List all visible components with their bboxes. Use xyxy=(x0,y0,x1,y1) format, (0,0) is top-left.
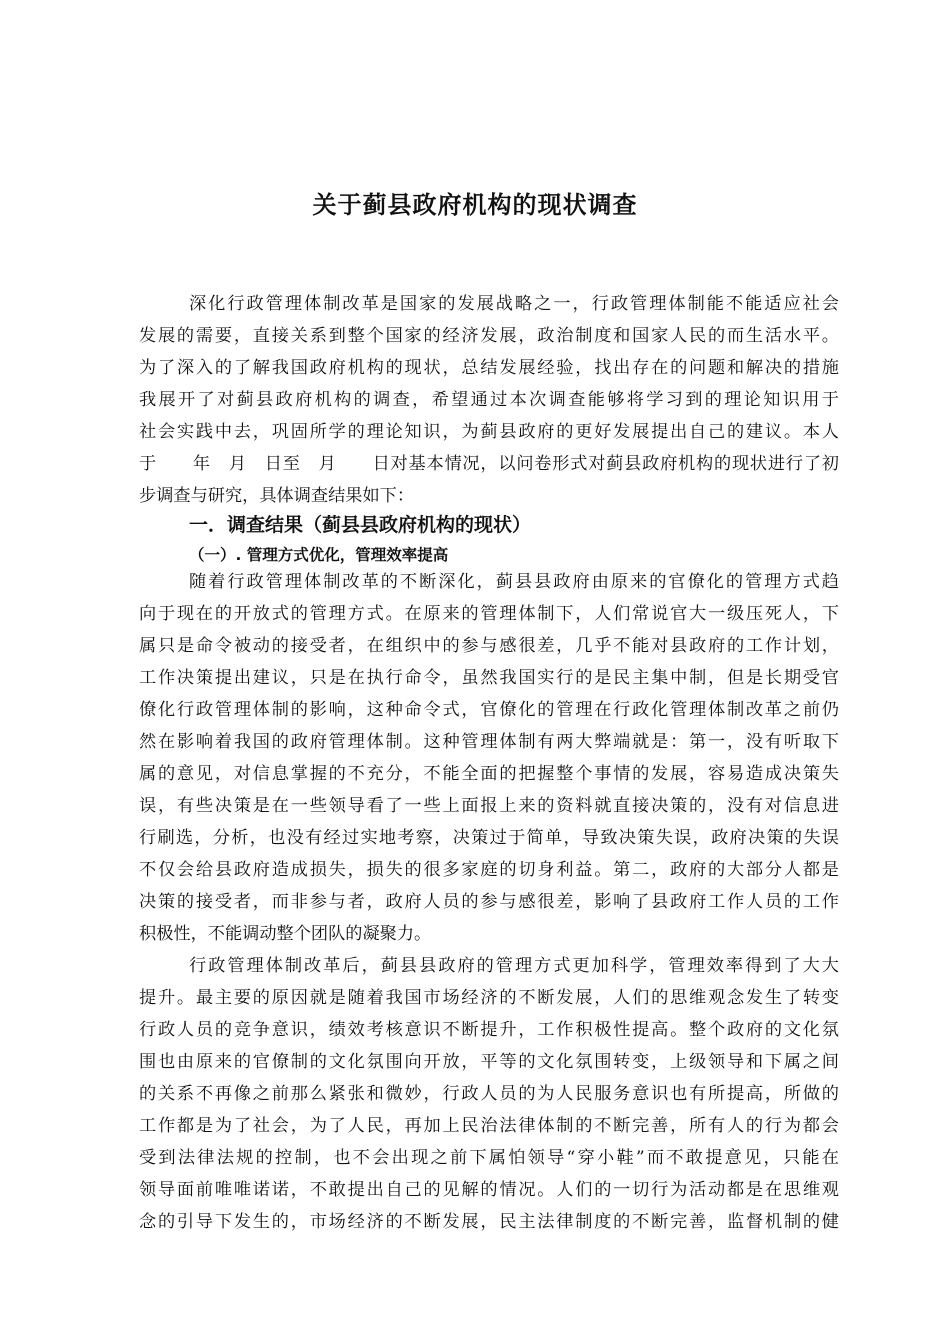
intro-line: 社会实践中去，巩固所学的理论知识，为蓟县政府的更好发展提出自己的建议。本人 xyxy=(139,422,839,442)
document-title: 关于蓟县政府机构的现状调查 xyxy=(312,191,638,219)
intro-line: 深化行政管理体制改革是国家的发展战略之一，行政管理体制能不能适应社会 xyxy=(189,294,839,314)
paragraph-line: 提升。最主要的原因就是随着我国市场经济的不断发展，人们的思维观念发生了转变 xyxy=(139,988,839,1008)
paragraph-line: 受到法律法规的控制，也不会出现之前下属怕领导“穿小鞋”而不敢提意见，只能在 xyxy=(139,1148,839,1168)
intro-line: 为了深入的了解我国政府机构的现状，总结发展经验，找出存在的问题和解决的措施 xyxy=(139,358,839,378)
subsection-heading: （一）. 管理方式优化，管理效率提高 xyxy=(189,546,449,564)
paragraph-line: 行政人员的竞争意识，绩效考核意识不断提升，工作积极性提高。整个政府的文化氛 xyxy=(139,1020,839,1040)
paragraph-line: 决策的接受者，而非参与者，政府人员的参与感很差，影响了县政府工作人员的工作 xyxy=(139,892,839,912)
paragraph-line: 属只是命令被动的接受者，在组织中的参与感很差，几乎不能对县政府的工作计划， xyxy=(139,636,839,656)
paragraph-line: 念的引导下发生的，市场经济的不断发展，民主法律制度的不断完善，监督机制的健 xyxy=(139,1212,839,1232)
intro-line: 我展开了对蓟县政府机构的调查，希望通过本次调查能够将学习到的理论知识用于 xyxy=(139,390,839,410)
intro-line: 步调查与研究，具体调查结果如下： xyxy=(139,486,415,506)
paragraph-line: 不仅会给县政府造成损失，损失的很多家庭的切身利益。第二，政府的大部分人都是 xyxy=(139,860,839,880)
paragraph-line: 积极性，不能调动整个团队的凝聚力。 xyxy=(139,924,432,944)
paragraph-line: 误，有些决策是在一些领导看了一些上面报上来的资料就直接决策的，没有对信息进 xyxy=(139,796,839,816)
paragraph-line: 行政管理体制改革后，蓟县县政府的管理方式更加科学，管理效率得到了大大 xyxy=(189,956,839,976)
paragraph-line: 围也由原来的官僚制的文化氛围向开放，平等的文化氛围转变，上级领导和下属之间 xyxy=(139,1052,839,1072)
section-heading: 一．调查结果（蓟县县政府机构的现状） xyxy=(189,514,532,536)
intro-line: 于 年 月 日至 月 日对基本情况，以问卷形式对蓟县政府机构的现状进行了初 xyxy=(139,454,839,474)
paragraph-line: 行刷选，分析，也没有经过实地考察，决策过于简单，导致决策失误，政府决策的失误 xyxy=(139,828,839,848)
paragraph-line: 领导面前唯唯诺诺，不敢提出自己的见解的情况。人们的一切行为活动都是在思维观 xyxy=(139,1180,839,1200)
paragraph-line: 向于现在的开放式的管理方式。在原来的管理体制下，人们常说官大一级压死人，下 xyxy=(139,604,839,624)
paragraph-line: 僚化行政管理体制的影响，这种命令式，官僚化的管理在行政化管理体制改革之前仍 xyxy=(139,700,839,720)
paragraph-line: 然在影响着我国的政府管理体制。这种管理体制有两大弊端就是：第一，没有听取下 xyxy=(139,732,839,752)
paragraph-line: 随着行政管理体制改革的不断深化，蓟县县政府由原来的官僚化的管理方式趋 xyxy=(189,572,839,592)
intro-line: 发展的需要，直接关系到整个国家的经济发展，政治制度和国家人民的而生活水平。 xyxy=(139,326,839,346)
paragraph-line: 属的意见，对信息掌握的不充分，不能全面的把握整个事情的发展，容易造成决策失 xyxy=(139,764,839,784)
paragraph-line: 工作都是为了社会，为了人民，再加上民治法律体制的不断完善，所有人的行为都会 xyxy=(139,1116,839,1136)
paragraph-line: 的关系不再像之前那么紧张和微妙，行政人员的为人民服务意识也有所提高，所做的 xyxy=(139,1084,839,1104)
paragraph-line: 工作决策提出建议，只是在执行命令，虽然我国实行的是民主集中制，但是长期受官 xyxy=(139,668,839,688)
